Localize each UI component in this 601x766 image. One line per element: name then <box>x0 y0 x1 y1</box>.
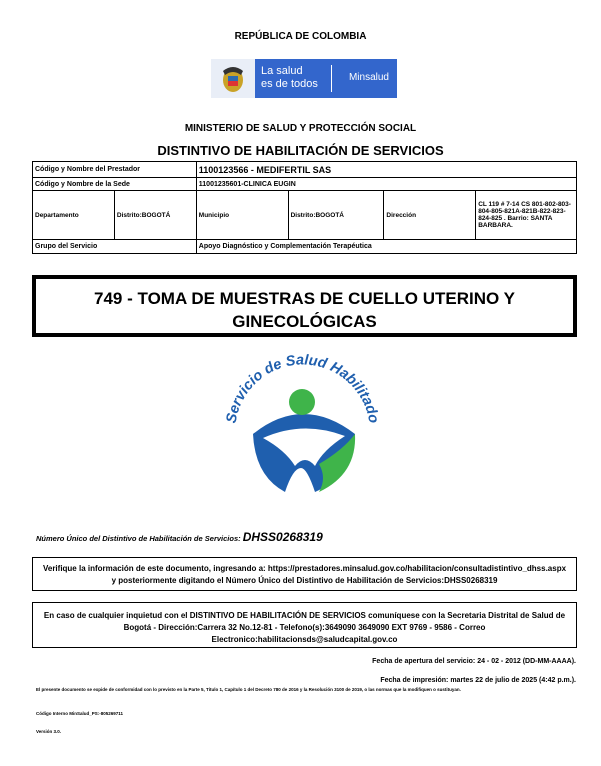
habilitado-badge <box>215 350 390 500</box>
minsalud-logo <box>211 59 397 98</box>
coat-of-arms-icon <box>211 59 255 98</box>
printing-date: Fecha de impresión: martes 22 de julio de 2025 (4:42 p.m.). <box>380 677 576 684</box>
municipality-label: Municipio <box>196 191 288 240</box>
provider-value: 1100123566 - MEDIFERTIL SAS <box>196 162 576 178</box>
contact-line1: En caso de cualquier inquietud con el DISTINTIVO DE HABILITACIÓN DE SERVICIOS comuníquese con la Secretaria Distrital de Salud de <box>43 611 566 620</box>
department-label: Departamento <box>33 191 115 240</box>
legal-notice: El presente documento se expide de conformidad con lo previsto en la Parte 5, Título 1, Capítulo 1 del Decreto 780 de 2016 y la Resolución 3100 de 2019, o las normas que la modifiquen o sustituyan. <box>36 687 461 692</box>
municipality-value: Distrito:BOGOTÁ <box>288 191 384 240</box>
ministry-title: MINISTERIO DE SALUD Y PROTECCIÓN SOCIAL <box>184 123 417 134</box>
logo-line2: es de todos <box>261 78 318 90</box>
document-title: DISTINTIVO DE HABILITACIÓN DE SERVICIOS <box>157 143 444 158</box>
contact-line3: Electronico:habilitacionsds@saludcapital.gov.co <box>211 635 398 644</box>
site-label: Código y Nombre de la Sede <box>33 178 197 191</box>
logo-brand: Minsalud <box>348 72 389 83</box>
version-label: Versión 3.0. <box>36 729 62 734</box>
verify-box <box>32 557 577 591</box>
republic-title: REPÚBLICA DE COLOMBIA <box>234 31 367 42</box>
provider-info-table <box>32 161 577 254</box>
habilitado-seal-icon <box>215 350 390 500</box>
group-label: Grupo del Servicio <box>33 240 197 254</box>
group-value: Apoyo Diagnóstico y Complementación Terapéutica <box>196 240 576 254</box>
contact-line2: Bogotá - Dirección:Carrera 32 No.12-81 - Telefono(s):3649090 3649090 EXT 9769 - 9586 - Correo <box>123 623 486 632</box>
address-label: Dirección <box>384 191 476 240</box>
unique-number-label: Número Único del Distintivo de Habilitación de Servicios: <box>36 534 241 543</box>
provider-label: Código y Nombre del Prestador <box>33 162 197 178</box>
unique-number-line <box>36 530 323 544</box>
logo-line1: La salud <box>261 65 303 77</box>
badge-arc-text: Servicio de Salud Habilitado <box>223 352 382 425</box>
service-box <box>32 275 577 337</box>
address-value: CL 119 # 7-14 CS 801-802-803-804-805-821A-821B-822-823-824-825 . Barrio: SANTA BARBARA. <box>476 191 577 240</box>
contact-box <box>32 602 577 648</box>
opening-date: Fecha de apertura del servicio: 24 - 02 - 2012 (DD-MM-AAAA). <box>372 658 576 665</box>
service-title: 749 - TOMA DE MUESTRAS DE CUELLO UTERINO Y GINECOLÓGICAS <box>94 289 515 331</box>
verify-line1: Verifique la información de este documento, ingresando a: https://prestadores.minsalud.gov.co/habilitacion/consultadistintivo_dhss.aspx <box>42 564 567 573</box>
internal-code: Código Interno MinSalud_PS:-805269711 <box>36 711 124 716</box>
site-value: 11001235601-CLINICA EUGIN <box>196 178 576 191</box>
department-value: Distrito:BOGOTÁ <box>114 191 196 240</box>
unique-number-code: DHSS0268319 <box>242 530 323 544</box>
verify-line2: y posteriormente digitando el Número Único del Distintivo de Habilitación de Servicios:DHSS0268319 <box>111 576 498 585</box>
